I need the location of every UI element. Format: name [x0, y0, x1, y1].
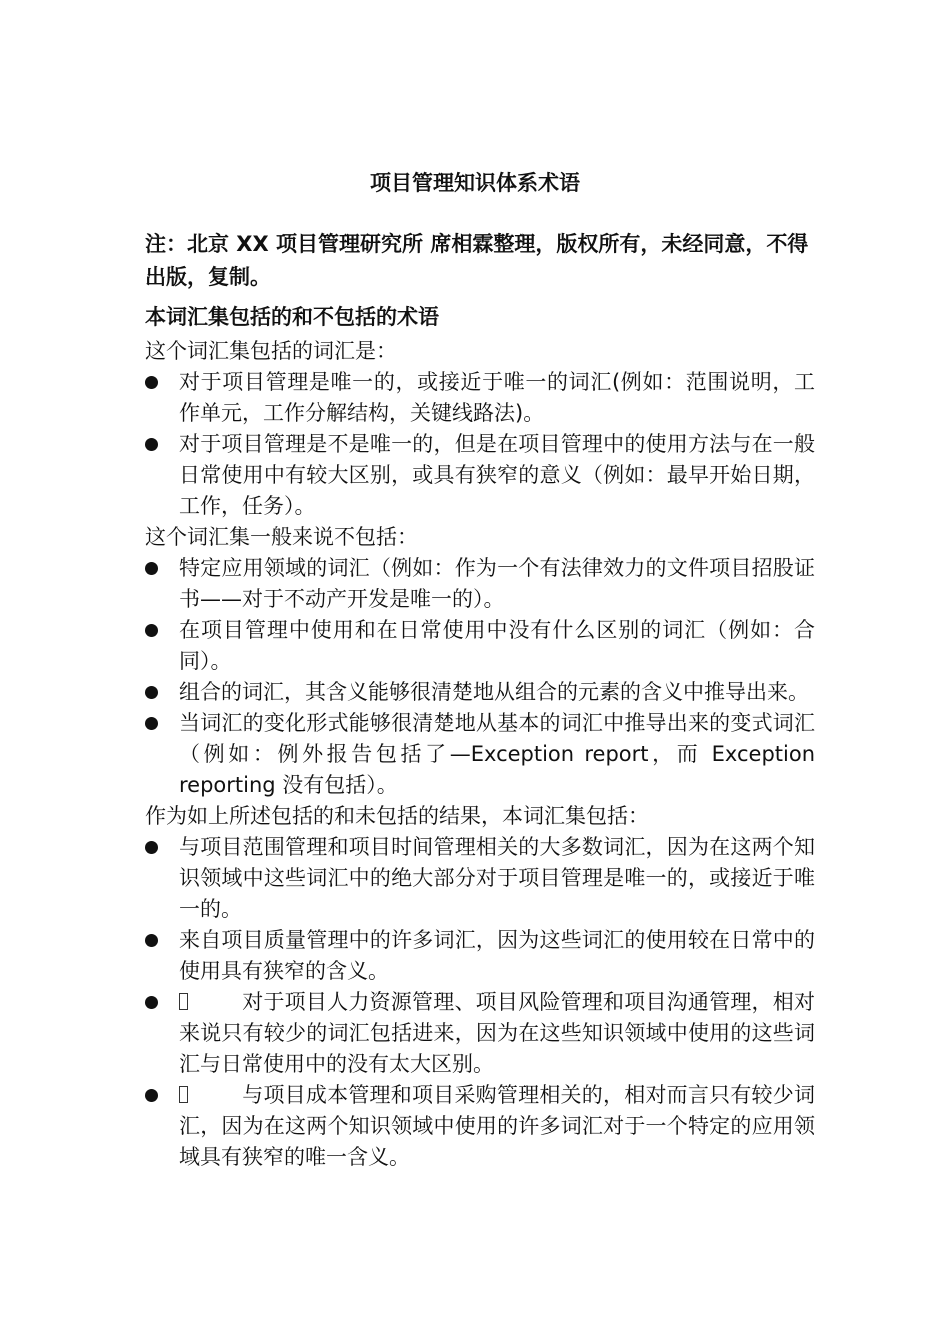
list-item-text: 对于项目管理是不是唯一的，但是在项目管理中的使用方法与在一般日常使用中有较大区别，或具有狭窄的意义（例如：最早开始日期，工作，任务）。 — [179, 432, 815, 518]
document-title: 项目管理知识体系术语 — [370, 171, 580, 195]
list-item — [145, 367, 815, 429]
missing-glyph-icon — [179, 1086, 188, 1103]
bullet-icon — [145, 841, 158, 854]
list-item — [145, 708, 815, 801]
bullet-icon — [145, 562, 158, 575]
bullet-icon — [145, 717, 158, 730]
bullet-icon — [145, 376, 158, 389]
list-item — [145, 832, 815, 925]
excludes-intro: 这个词汇集一般来说不包括： — [145, 525, 418, 549]
excludes-list — [145, 553, 815, 801]
result-intro: 作为如上所述包括的和未包括的结果，本词汇集包括： — [145, 804, 649, 828]
list-item-text: 与项目范围管理和项目时间管理相关的大多数词汇，因为在这两个知识领域中这些词汇中的绝大部分对于项目管理是唯一的，或接近于唯一的。 — [179, 835, 815, 921]
list-item-text: 当词汇的变化形式能够很清楚地从基本的词汇中推导出来的变式词汇（例如：例外报告包括了—Exception report，而 Exception reporting 没有包括）。 — [179, 711, 815, 797]
list-item — [145, 615, 815, 677]
results-list — [145, 832, 815, 1173]
bullet-icon — [145, 934, 158, 947]
copyright-note: 注：北京 XX 项目管理研究所 席相霖整理，版权所有，未经同意，不得出版，复制。 — [145, 232, 809, 289]
list-item-text: 来自项目质量管理中的许多词汇，因为这些词汇的使用较在日常中的使用具有狭窄的含义。 — [179, 928, 815, 983]
missing-glyph-icon — [179, 993, 188, 1010]
list-item-text: 组合的词汇，其含义能够很清楚地从组合的元素的含义中推导出来。 — [179, 680, 809, 704]
list-item — [145, 925, 815, 987]
list-item — [145, 553, 815, 615]
bullet-icon — [145, 686, 158, 699]
list-item-text: 在项目管理中使用和在日常使用中没有什么区别的词汇（例如：合同）。 — [179, 618, 815, 673]
section-heading: 本词汇集包括的和不包括的术语 — [145, 305, 439, 329]
bullet-icon — [145, 996, 158, 1009]
list-item-text: 对于项目管理是唯一的，或接近于唯一的词汇(例如：范围说明，工作单元，工作分解结构，关键线路法)。 — [179, 370, 815, 425]
list-item-text: 特定应用领域的词汇（例如：作为一个有法律效力的文件项目招股证书——对于不动产开发是唯一的）。 — [179, 556, 815, 611]
bullet-icon — [145, 624, 158, 637]
list-item — [145, 987, 815, 1080]
document-body — [145, 228, 815, 1173]
list-item — [145, 677, 815, 708]
list-item — [145, 1080, 815, 1173]
list-item-text: 与项目成本管理和项目采购管理相关的，相对而言只有较少词汇，因为在这两个知识领域中使用的许多词汇对于一个特定的应用领域具有狭窄的唯一含义。 — [179, 1083, 815, 1169]
bullet-icon — [145, 1089, 158, 1102]
bullet-icon — [145, 438, 158, 451]
list-item — [145, 429, 815, 522]
includes-list — [145, 367, 815, 522]
includes-intro: 这个词汇集包括的词汇是： — [145, 339, 397, 363]
list-item-text: 对于项目人力资源管理、项目风险管理和项目沟通管理，相对来说只有较少的词汇包括进来，因为在这些知识领域中使用的这些词汇与日常使用中的没有太大区别。 — [179, 990, 815, 1076]
